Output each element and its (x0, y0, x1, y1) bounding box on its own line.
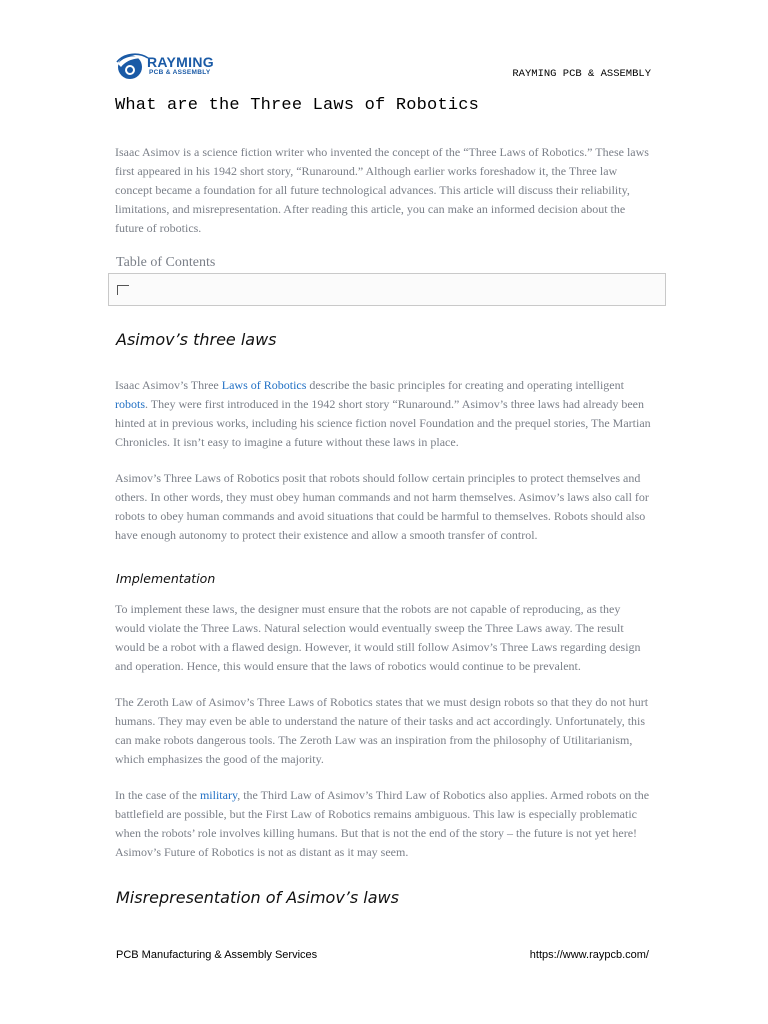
implementation-paragraph-1: To implement these laws, the designer must ensure that the robots are not capable of reproducing, as they would violate the Three Laws. Natural selection would eventually sweep the Three Laws away. The result would be a robot with a flawed design. However, it would still follow Asimov’s Three Laws regarding design and operation. Hence, this would ensure that the laws of robotics would continue to be prevalent. (115, 602, 641, 673)
footer-url[interactable]: https://www.raypcb.com/ (529, 949, 649, 961)
laws-of-robotics-link[interactable]: Laws of Robotics (221, 378, 307, 392)
toc-toggle-icon[interactable] (117, 285, 129, 295)
text-run: Isaac Asimov’s Three (115, 378, 222, 392)
logo-subtitle: PCB & ASSEMBLY (149, 69, 211, 76)
section-heading-misrepresentation: Misrepresentation of Asimov’s laws (116, 888, 399, 907)
page-title: What are the Three Laws of Robotics (115, 96, 480, 115)
text-run: describe the basic principles for creating and operating intelligent (306, 378, 624, 392)
footer-services: PCB Manufacturing & Assembly Services (116, 949, 318, 961)
text-run: , the Third Law of Asimov’s Third Law of Robotics also applies. Armed robots on the battlefield are possible, but the First Law of Robotics remains ambiguous. This law is especially problematic when the robots’ role involves killing humans. But that is not the end of the story – the future is not yet here! Asimov’s Future of Robotics is not as distant as it may seem. (115, 788, 650, 859)
implementation-paragraph-2: The Zeroth Law of Asimov’s Three Laws of Robotics states that we must design robots so that they do not hurt humans. They may even be able to understand the nature of their tasks and act accordingly. Unfortunately, this can make robots dangerous tools. The Zeroth Law was an inspiration from the philosophy of Utilitarianism, which emphasizes the good of the majority. (115, 695, 649, 766)
rayming-logo-icon (115, 50, 149, 82)
logo-name: RAYMING (147, 54, 214, 70)
text-run: In the case of the (115, 788, 200, 802)
toc-title: Table of Contents (116, 255, 216, 270)
section1-paragraph-2: Asimov’s Three Laws of Robotics posit that robots should follow certain principles to protect themselves and others. In other words, they must obey human commands and not harm themselves. Asimov’s laws also call for robots to obey human commands and avoid situations that could be harmful to themselves. Robots should also have enough autonomy to protect their existence and allow a smooth transfer of control. (115, 471, 649, 542)
section-heading-three-laws: Asimov’s three laws (116, 330, 277, 349)
company-logo (115, 50, 225, 82)
header-company-name: RAYMING PCB & ASSEMBLY (512, 68, 651, 80)
text-run: . They were first introduced in the 1942 short story “Runaround.” Asimov’s three laws had already been hinted at in previous works, including his science fiction novel Foundation and the prequel stories, The Martian Chronicles. It isn’t easy to imagine a future without these laws in place. (115, 397, 651, 449)
robots-link[interactable]: robots (115, 397, 145, 411)
toc-box (108, 273, 666, 306)
military-link[interactable]: military (199, 788, 238, 802)
subheading-implementation: Implementation (116, 571, 216, 586)
section1-paragraph-1 (115, 376, 652, 452)
intro-paragraph: Isaac Asimov is a science fiction writer who invented the concept of the “Three Laws of Robotics.” These laws first appeared in his 1942 short story, “Runaround.” Although earlier works foreshadow it, the Three law concept became a foundation for all future technological advances. This article will discuss their reliability, limitations, and misrepresentation. After reading this article, you can make an informed decision about the future of robotics. (115, 145, 649, 235)
implementation-paragraph-3 (115, 786, 652, 862)
